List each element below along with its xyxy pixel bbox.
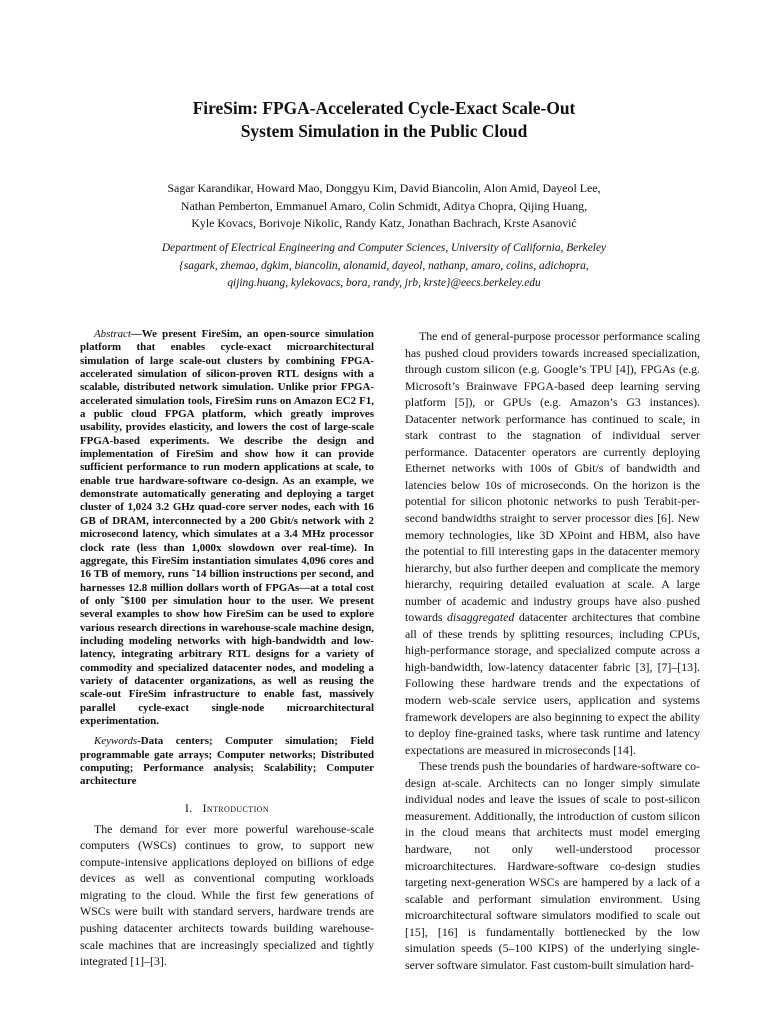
keywords-label: Keywords xyxy=(94,735,138,748)
affiliation-line: Department of Electrical Engineering and Computer Sciences, University of California, Berkeley xyxy=(161,242,607,254)
title-line: System Simulation in the Public Cloud xyxy=(240,121,528,141)
title-line: FireSim: FPGA-Accelerated Cycle-Exact Scale-Out xyxy=(192,98,576,118)
author-list xyxy=(80,180,688,233)
paragraph-text: The end of general-purpose processor performance scaling has pushed cloud providers towards increased specialization, through custom silicon (e.g. Google’s TPU [4]), FPGAs (e.g. Microsoft’s Brainwave FPGA-based deep learning serving platform [5]), or GPUs (e.g. Amazon’s G3 instances). Datacenter network performance has continued to scale, in stark contrast to the stagnation of individual server performance. Datacenter operators are currently deploying Ethernet networks with 100s of Gbit/s of bandwidth and latencies below 10s of microseconds. On the horizon is the potential for silicon photonic networks to push Terabit-per-second bandwidths straight to server processor dies [6]. New memory technologies, like 3D XPoint and HBM, also have the potential to fill interesting gaps in the datacenter memory hierarchy, but also further deepen and complicate the memory hierarchy, requiring detailed evaluation at scale. A large number of academic and industry groups have also pushed towards xyxy=(405,329,700,625)
section-heading xyxy=(80,802,374,815)
affiliation-line: {sagark, zhemao, dgkim, biancolin, alonamid, dayeol, nathanp, amaro, colins, adichopra, xyxy=(179,259,589,272)
affiliation-line: qijing.huang, kylekovacs, bora, randy, jrb, krste}@eecs.berkeley.edu xyxy=(227,277,541,289)
affiliation xyxy=(80,240,688,293)
keywords-text: -Data centers; Computer simulation; Field programmable gate arrays; Computer networks; Distributed computing; Performance analysis; Scalability; Computer architecture xyxy=(80,735,374,788)
section-number: I. xyxy=(185,801,193,815)
keywords xyxy=(80,735,374,788)
paper-title xyxy=(100,97,668,143)
left-column xyxy=(80,328,374,970)
author-line: Kyle Kovacs, Borivoje Nikolic, Randy Katz, Jonathan Bachrach, Krste Asanović xyxy=(191,216,577,230)
abstract-label: Abstract xyxy=(94,328,131,340)
section-title: Introduction xyxy=(202,801,269,815)
author-line: Sagar Karandikar, Howard Mao, Donggyu Kim, David Biancolin, Alon Amid, Dayeol Lee, xyxy=(167,181,601,195)
abstract-text: —We present FireSim, an open-source simulation platform that enables cycle-exact microarchitectural simulation of large scale-out clusters by combining FPGA-accelerated simulation of silicon-proven RTL designs with a scalable, distributed network simulation. Unlike prior FPGA-accelerated simulation tools, FireSim runs on Amazon EC2 F1, a public cloud FPGA platform, which greatly improves usability, provides elasticity, and lowers the cost of large-scale FPGA-based experiments. We describe the design and implementation of FireSim and show how it can provide sufficient performance to run modern applications at scale, to enable true hardware-software co-design. As an example, we demonstrate automatically generating and deploying a target cluster of 1,024 3.2 GHz quad-core server nodes, each with 16 GB of DRAM, interconnected by a 200 Gbit/s network with 2 microsecond latency, which simulates at a 3.4 MHz processor clock rate (less than 1,000x slowdown over real-time). In aggregate, this FireSim instantiation simulates 4,096 cores and 16 TB of memory, runs ˜14 billion instructions per second, and harnesses 12.8 million dollars worth of FPGAs—at a total cost of only ˜$100 per simulation hour to the user. We present several examples to show how FireSim can be used to explore various research directions in warehouse-scale machine design, including modeling networks with high-bandwidth and low-latency, integrating arbitrary RTL designs for a variety of commodity and specialized datacenter nodes, and modeling a variety of datacenter organizations, as well as reusing the scale-out FireSim infrastructure to enable fast, massively parallel cycle-exact single-node microarchitectural experimentation. xyxy=(80,328,374,727)
paragraph-text: datacenter architectures that combine all of these trends by splitting resources, including CPUs, high-performance storage, and specialized compute across a high-bandwidth, low-latency datacenter fabric [3], [7]–[13]. Following these hardware trends and the expectations of modern web-scale service users, application and systems framework developers are also beginning to expect the ability to deploy fine-grained tasks, where task runtime and latency expectations are measured in microseconds [14]. xyxy=(405,610,700,757)
abstract xyxy=(80,328,374,728)
body-paragraph xyxy=(405,328,700,758)
right-column xyxy=(405,328,700,973)
body-paragraph: These trends push the boundaries of hardware-software co-design at-scale. Architects can no longer simply simulate individual nodes and leave the issues of scale to post-silicon measurement. Additionally, the introduction of custom silicon in the cloud means that architects must model emerging hardware, not only well-understood processor microarchitectures. Hardware-software co-design studies targeting next-generation WSCs are hampered by a lack of a scalable and performant simulation environment. Using microarchitectural software simulators modified to scale out [15], [16] is fundamentally bottlenecked by the low simulation speeds (5–100 KIPS) of the underlying single-server software simulator. Fast custom-built simulation hard- xyxy=(405,759,700,972)
intro-paragraph: The demand for ever more powerful warehouse-scale computers (WSCs) continues to grow, to support new compute-intensive applications deployed on billions of edge devices as well as conventional computing workloads migrating to the cloud. While the first few generations of WSCs were built with standard servers, hardware trends are pushing datacenter architects towards building warehouse-scale machines that are increasingly specialized and tightly integrated [1]–[3]. xyxy=(80,821,374,969)
emphasized-term: disaggregated xyxy=(447,610,515,625)
author-line: Nathan Pemberton, Emmanuel Amaro, Colin Schmidt, Aditya Chopra, Qijing Huang, xyxy=(180,198,588,213)
